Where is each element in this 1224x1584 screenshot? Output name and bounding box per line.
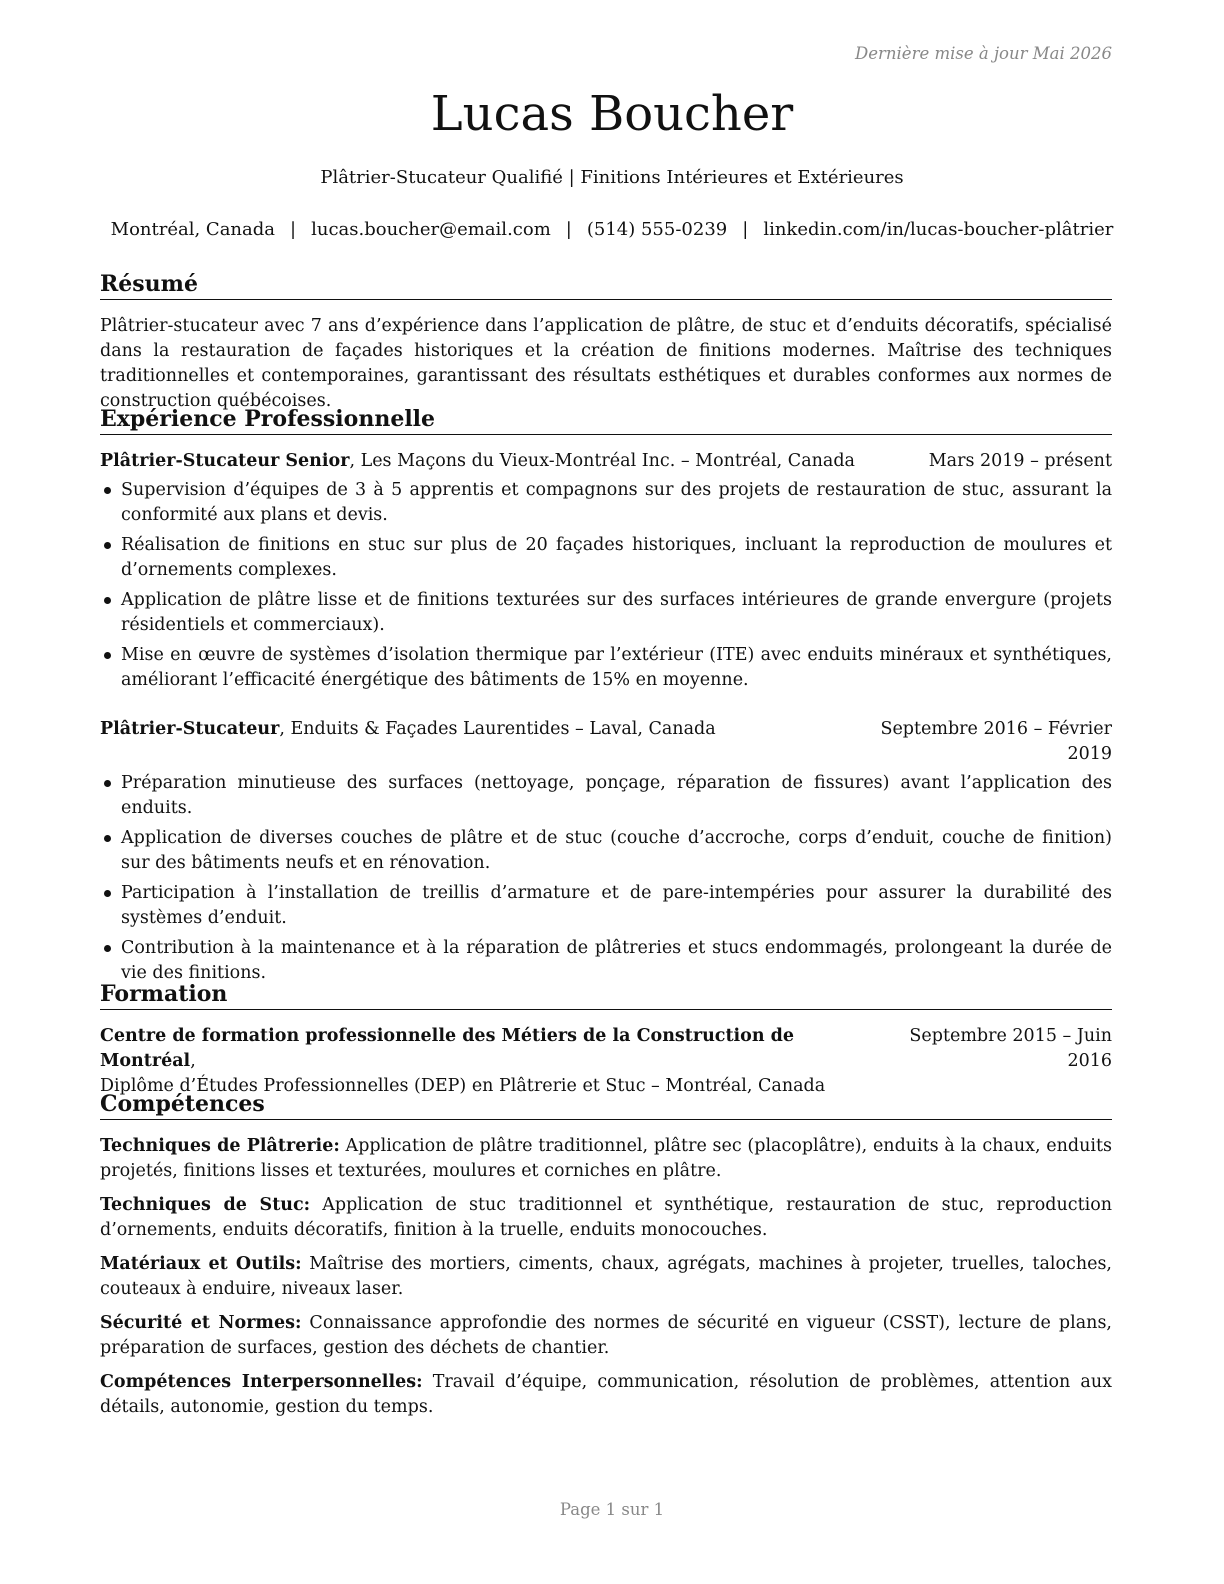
job-company: , Les Maçons du Vieux-Montréal Inc. – Montréal, Canada (349, 451, 855, 471)
list-item: Supervision d’équipes de 3 à 5 apprentis et compagnons sur des projets de restauration de stuc, assurant la conformité aux plans et devis. (121, 478, 1112, 528)
contact-phone: (514) 555-0239 (586, 219, 728, 240)
contact-separator: | (565, 219, 572, 240)
education-school: Centre de formation professionnelle des Métiers de la Construction de Montréal (100, 1026, 795, 1071)
contact-separator: | (742, 219, 749, 240)
skill-text: Application de plâtre traditionnel, plâtre sec (placoplâtre), enduits à la chaux, enduits projetés, finitions lisses et texturées, moulures et corniches en plâtre. (100, 1136, 1112, 1181)
list-item: Mise en œuvre de systèmes d’isolation thermique par l’extérieur (ITE) avec enduits minéraux et synthétiques, améliorant l’efficacité énergétique des bâtiments de 15% en moyenne. (121, 643, 1112, 693)
job-role: Plâtrier-Stucateur (100, 719, 280, 739)
candidate-name: Lucas Boucher (430, 86, 794, 142)
skill-label: Techniques de Plâtrerie: (100, 1136, 340, 1156)
skill-text: Application de stuc traditionnel et synthétique, restauration de stuc, reproduction d’ornements, enduits décoratifs, finition à la truelle, enduits monocouches. (100, 1195, 1112, 1240)
skills-section (100, 1090, 1112, 1420)
education-entry (100, 1024, 1112, 1099)
skill-label: Compétences Interpersonnelles: (100, 1372, 423, 1392)
experience-section (100, 405, 1112, 991)
education-section (100, 980, 1112, 1099)
job-role: Plâtrier-Stucateur Senior (100, 451, 350, 471)
job-header (100, 717, 1112, 767)
last-update-note: Dernière mise à jour Mai 2026 (855, 44, 1112, 63)
candidate-subtitle: Plâtrier-Stucateur Qualifié | Finitions Intérieures et Extérieures (320, 167, 904, 188)
skill-item (100, 1134, 1112, 1184)
education-degree: Diplôme d’Études Professionnelles (DEP) en Plâtrerie et Stuc – Montréal, Canada (100, 1076, 826, 1096)
contact-line (0, 219, 1224, 240)
job-bullets (100, 771, 1112, 986)
job-title-line (100, 449, 855, 474)
job-header (100, 449, 1112, 474)
job-bullets (100, 478, 1112, 693)
skill-label: Techniques de Stuc: (100, 1195, 311, 1215)
job-company: , Enduits & Façades Laurentides – Laval, Canada (279, 719, 716, 739)
experience-title: Expérience Professionnelle (100, 405, 1112, 435)
contact-email[interactable]: lucas.boucher@email.com (311, 219, 551, 240)
list-item: Contribution à la maintenance et à la réparation de plâtreries et stucs endommagés, prolongeant la durée de vie des finitions. (121, 936, 1112, 986)
summary-section (100, 270, 1112, 414)
skills-title: Compétences (100, 1090, 1112, 1120)
education-details (100, 1024, 872, 1099)
list-item: Réalisation de finitions en stuc sur plus de 20 façades historiques, incluant la reproduction de moulures et d’ornements complexes. (121, 533, 1112, 583)
skill-text: Travail d’équipe, communication, résolution de problèmes, attention aux détails, autonomie, gestion du temps. (100, 1372, 1112, 1417)
job-dates: Mars 2019 – présent (928, 451, 1112, 471)
contact-location: Montréal, Canada (110, 219, 276, 240)
job-dates: Septembre 2016 – Février 2019 (880, 719, 1112, 764)
contact-linkedin[interactable]: linkedin.com/in/lucas-boucher-plâtrier (763, 219, 1114, 240)
skill-label: Matériaux et Outils: (100, 1254, 302, 1274)
education-comma: , (190, 1051, 196, 1071)
list-item: Application de plâtre lisse et de finitions texturées sur des surfaces intérieures de grande envergure (projets résidentiels et commerciaux). (121, 588, 1112, 638)
skill-item (100, 1311, 1112, 1361)
summary-text: Plâtrier-stucateur avec 7 ans d’expérience dans l’application de plâtre, de stuc et d’enduits décoratifs, spécialisé dans la restauration de façades historiques et la création de finitions modernes. Maîtrise des techniques traditionnelles et contemporaines, garantissant des résultats esthétiques et durables conformes aux normes de construction québécoises. (100, 316, 1112, 411)
list-item: Participation à l’installation de treillis d’armature et de pare-intempéries pour assurer la durabilité des systèmes d’enduit. (121, 881, 1112, 931)
skill-item (100, 1193, 1112, 1243)
skill-text: Connaissance approfondie des normes de sécurité en vigueur (CSST), lecture de plans, préparation de surfaces, gestion des déchets de chantier. (100, 1313, 1112, 1358)
summary-title: Résumé (100, 270, 1112, 300)
list-item: Application de diverses couches de plâtre et de stuc (couche d’accroche, corps d’enduit, couche de finition) sur des bâtiments neufs et en rénovation. (121, 826, 1112, 876)
list-item: Préparation minutieuse des surfaces (nettoyage, ponçage, réparation de fissures) avant l’application des enduits. (121, 771, 1112, 821)
skill-label: Sécurité et Normes: (100, 1313, 302, 1333)
skill-text: Maîtrise des mortiers, ciments, chaux, agrégats, machines à projeter, truelles, taloches, couteaux à enduire, niveaux laser. (100, 1254, 1112, 1299)
skill-item (100, 1252, 1112, 1302)
page-number: Page 1 sur 1 (559, 1500, 665, 1519)
job-title-line (100, 717, 716, 767)
education-dates: Septembre 2015 – Juin 2016 (909, 1026, 1112, 1071)
education-title: Formation (100, 980, 1112, 1010)
contact-separator: | (290, 219, 297, 240)
skill-item (100, 1370, 1112, 1420)
